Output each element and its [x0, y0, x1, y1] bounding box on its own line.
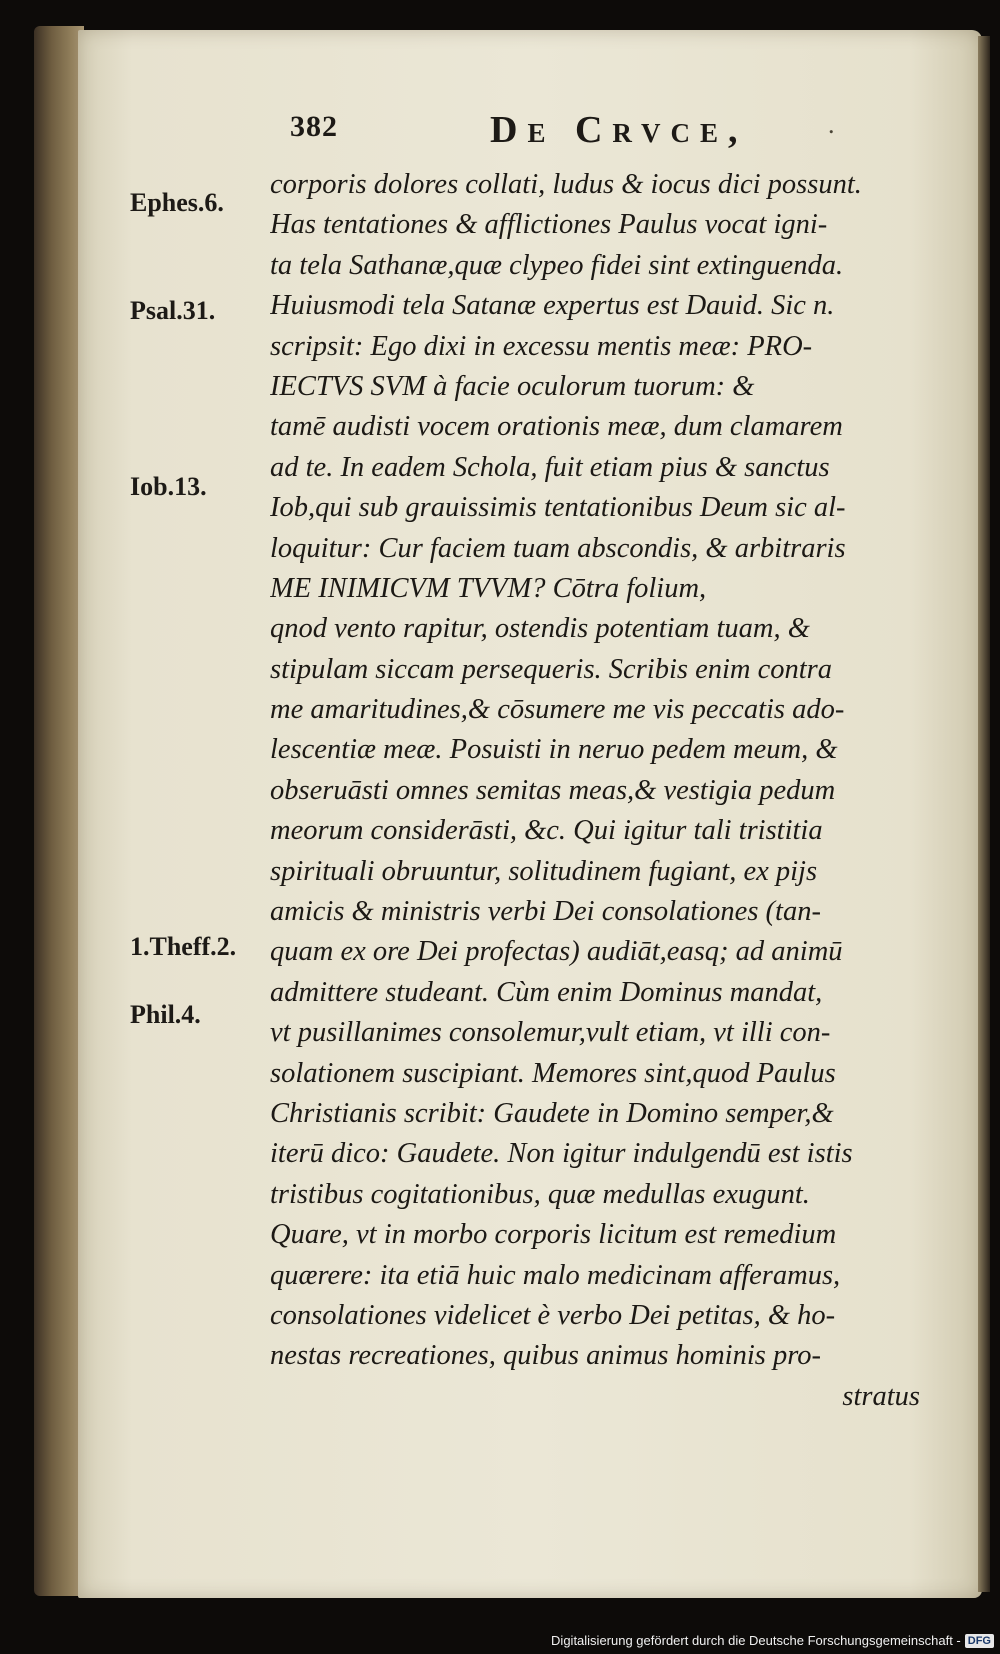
text-line: amicis & ministris verbi Dei consolationes (tan- — [270, 896, 821, 928]
book-spine-edge — [34, 26, 84, 1596]
text-line: nestas recreationes, quibus animus hominis pro- — [270, 1340, 821, 1372]
text-line: Iob,qui sub grauissimis tentationibus Deum sic al- — [270, 492, 846, 524]
text-line: me amaritudines,& cōsumere me vis peccatis ado- — [270, 694, 845, 726]
marginal-note-phil: Phil.4. — [130, 1000, 201, 1029]
text-line: solationem suscipiant. Memores sint,quod Paulus — [270, 1057, 836, 1089]
running-head: De Crvce, — [490, 109, 748, 151]
text-line: ta tela Sathanæ,quæ clypeo fidei sint extinguenda. — [270, 249, 844, 281]
text-line: vt pusillanimes consolemur,vult etiam, vt illi con- — [270, 1017, 831, 1049]
page-header — [290, 110, 890, 160]
dfg-logo: DFG — [965, 1634, 994, 1648]
page-number: 382 — [290, 110, 338, 143]
text-line: Quare, vt in morbo corporis licitum est remedium — [270, 1219, 837, 1251]
page-right-edge — [978, 36, 990, 1592]
text-line: iterū dico: Gaudete. Non igitur indulgendū est istis — [270, 1138, 853, 1170]
text-line: quam ex ore Dei profectas) audiāt,easq; ad animū — [270, 936, 843, 968]
catchword: stratus — [842, 1380, 920, 1412]
text-line: ME INIMICVM TVVM? Cōtra folium, — [270, 572, 707, 604]
text-line: quærere: ita etiā huic malo medicinam afferamus, — [270, 1259, 841, 1291]
text-line: obseruāsti omnes semitas meas,& vestigia pedum — [270, 774, 836, 806]
text-line: qnod vento rapitur, ostendis potentiam tuam, & — [270, 613, 810, 645]
text-line: loquitur: Cur faciem tuam abscondis, & arbitraris — [270, 532, 846, 564]
text-line: stipulam siccam persequeris. Scribis enim contra — [270, 653, 833, 685]
text-line: Has tentationes & afflictiones Paulus vocat igni- — [270, 209, 828, 241]
body-text — [270, 165, 930, 1417]
text-line: Christianis scribit: Gaudete in Domino semper,& — [270, 1097, 834, 1129]
text-line: spirituali obruuntur, solitudinem fugiant, ex pijs — [270, 855, 818, 887]
marginal-note-psal: Psal.31. — [130, 296, 216, 325]
credit-text: Digitalisierung gefördert durch die Deutsche Forschungsgemeinschaft - — [551, 1633, 961, 1648]
header-mark: . — [828, 110, 835, 139]
text-line: scripsit: Ego dixi in excessu mentis meæ: PRO- — [270, 330, 813, 362]
text-line: IECTVS SVM à facie oculorum tuorum: & — [270, 370, 755, 402]
text-line: tamē audisti vocem orationis meæ, dum clamarem — [270, 411, 843, 443]
text-line: lescentiæ meæ. Posuisti in neruo pedem meum, & — [270, 734, 838, 766]
marginal-note-thess: 1.Theff.2. — [130, 932, 237, 961]
text-line: consolationes videlicet è verbo Dei petitas, & ho- — [270, 1299, 836, 1331]
digitization-credit — [551, 1633, 994, 1648]
text-line: meorum considerāsti, &c. Qui igitur tali tristitia — [270, 815, 823, 847]
text-line: corporis dolores collati, ludus & iocus dici possunt. — [270, 169, 862, 200]
text-line: Huiusmodi tela Satanæ expertus est Dauid. Sic n. — [270, 290, 835, 322]
text-line: ad te. In eadem Schola, fuit etiam pius & sanctus — [270, 451, 830, 483]
text-line: tristibus cogitationibus, quæ medullas exugunt. — [270, 1178, 810, 1210]
text-line: admittere studeant. Cùm enim Dominus mandat, — [270, 976, 823, 1008]
marginal-note-ephes: Ephes.6. — [130, 188, 224, 217]
marginal-note-iob: Iob.13. — [130, 472, 207, 501]
